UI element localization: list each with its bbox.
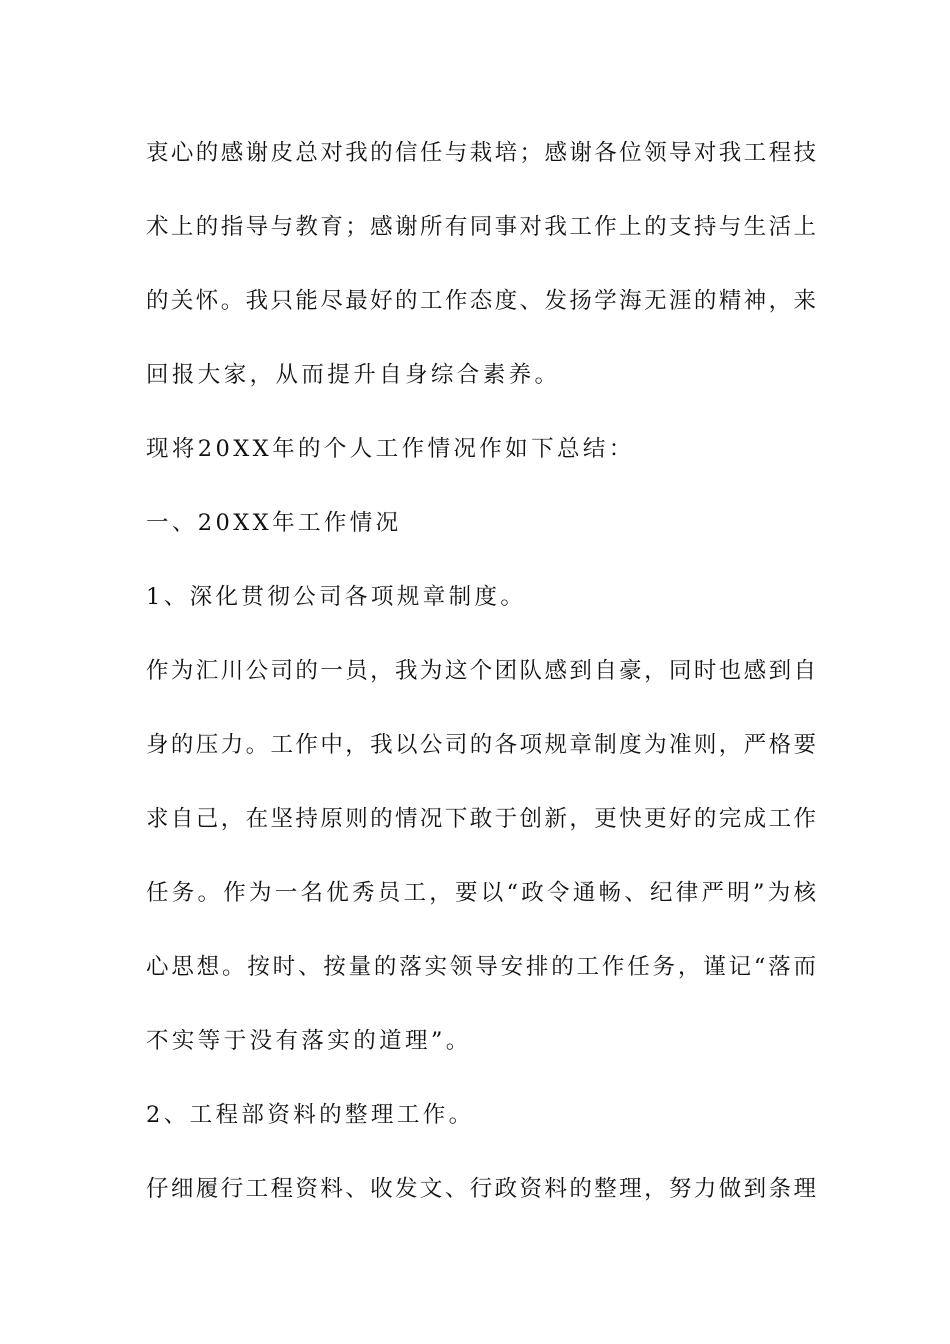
text-line-9: 身的压力。工作中，我以公司的各项规章制度为准则，严格要	[146, 732, 816, 758]
text-line-10: 求自己，在坚持原则的情况下敢于创新，更快更好的完成工作	[146, 806, 816, 832]
subheading-1: 1、深化贯彻公司各项规章制度。	[146, 584, 527, 610]
text-line-5: 现将20XX年的个人工作情况作如下总结：	[146, 436, 635, 462]
text-line-11: 任务。作为一名优秀员工，要以“政令通畅、纪律严明”为核	[146, 880, 816, 906]
text-line-15: 仔细履行工程资料、收发文、行政资料的整理，努力做到条理	[146, 1176, 816, 1202]
text-line-12: 心思想。按时、按量的落实领导安排的工作任务，谨记“落而	[146, 954, 816, 980]
text-line-2: 术上的指导与教育；感谢所有同事对我工作上的支持与生活上	[146, 214, 816, 240]
section-heading-1: 一、20XX年工作情况	[146, 510, 402, 536]
text-line-13: 不实等于没有落实的道理”。	[146, 1028, 472, 1054]
subheading-2: 2、工程部资料的整理工作。	[146, 1102, 475, 1128]
text-line-4: 回报大家，从而提升自身综合素养。	[146, 362, 561, 388]
text-line-3: 的关怀。我只能尽最好的工作态度、发扬学海无涯的精神，来	[146, 288, 816, 314]
text-line-1: 衷心的感谢皮总对我的信任与栽培；感谢各位领导对我工程技	[146, 140, 816, 166]
text-line-8: 作为汇川公司的一员，我为这个团队感到自豪，同时也感到自	[146, 658, 816, 684]
